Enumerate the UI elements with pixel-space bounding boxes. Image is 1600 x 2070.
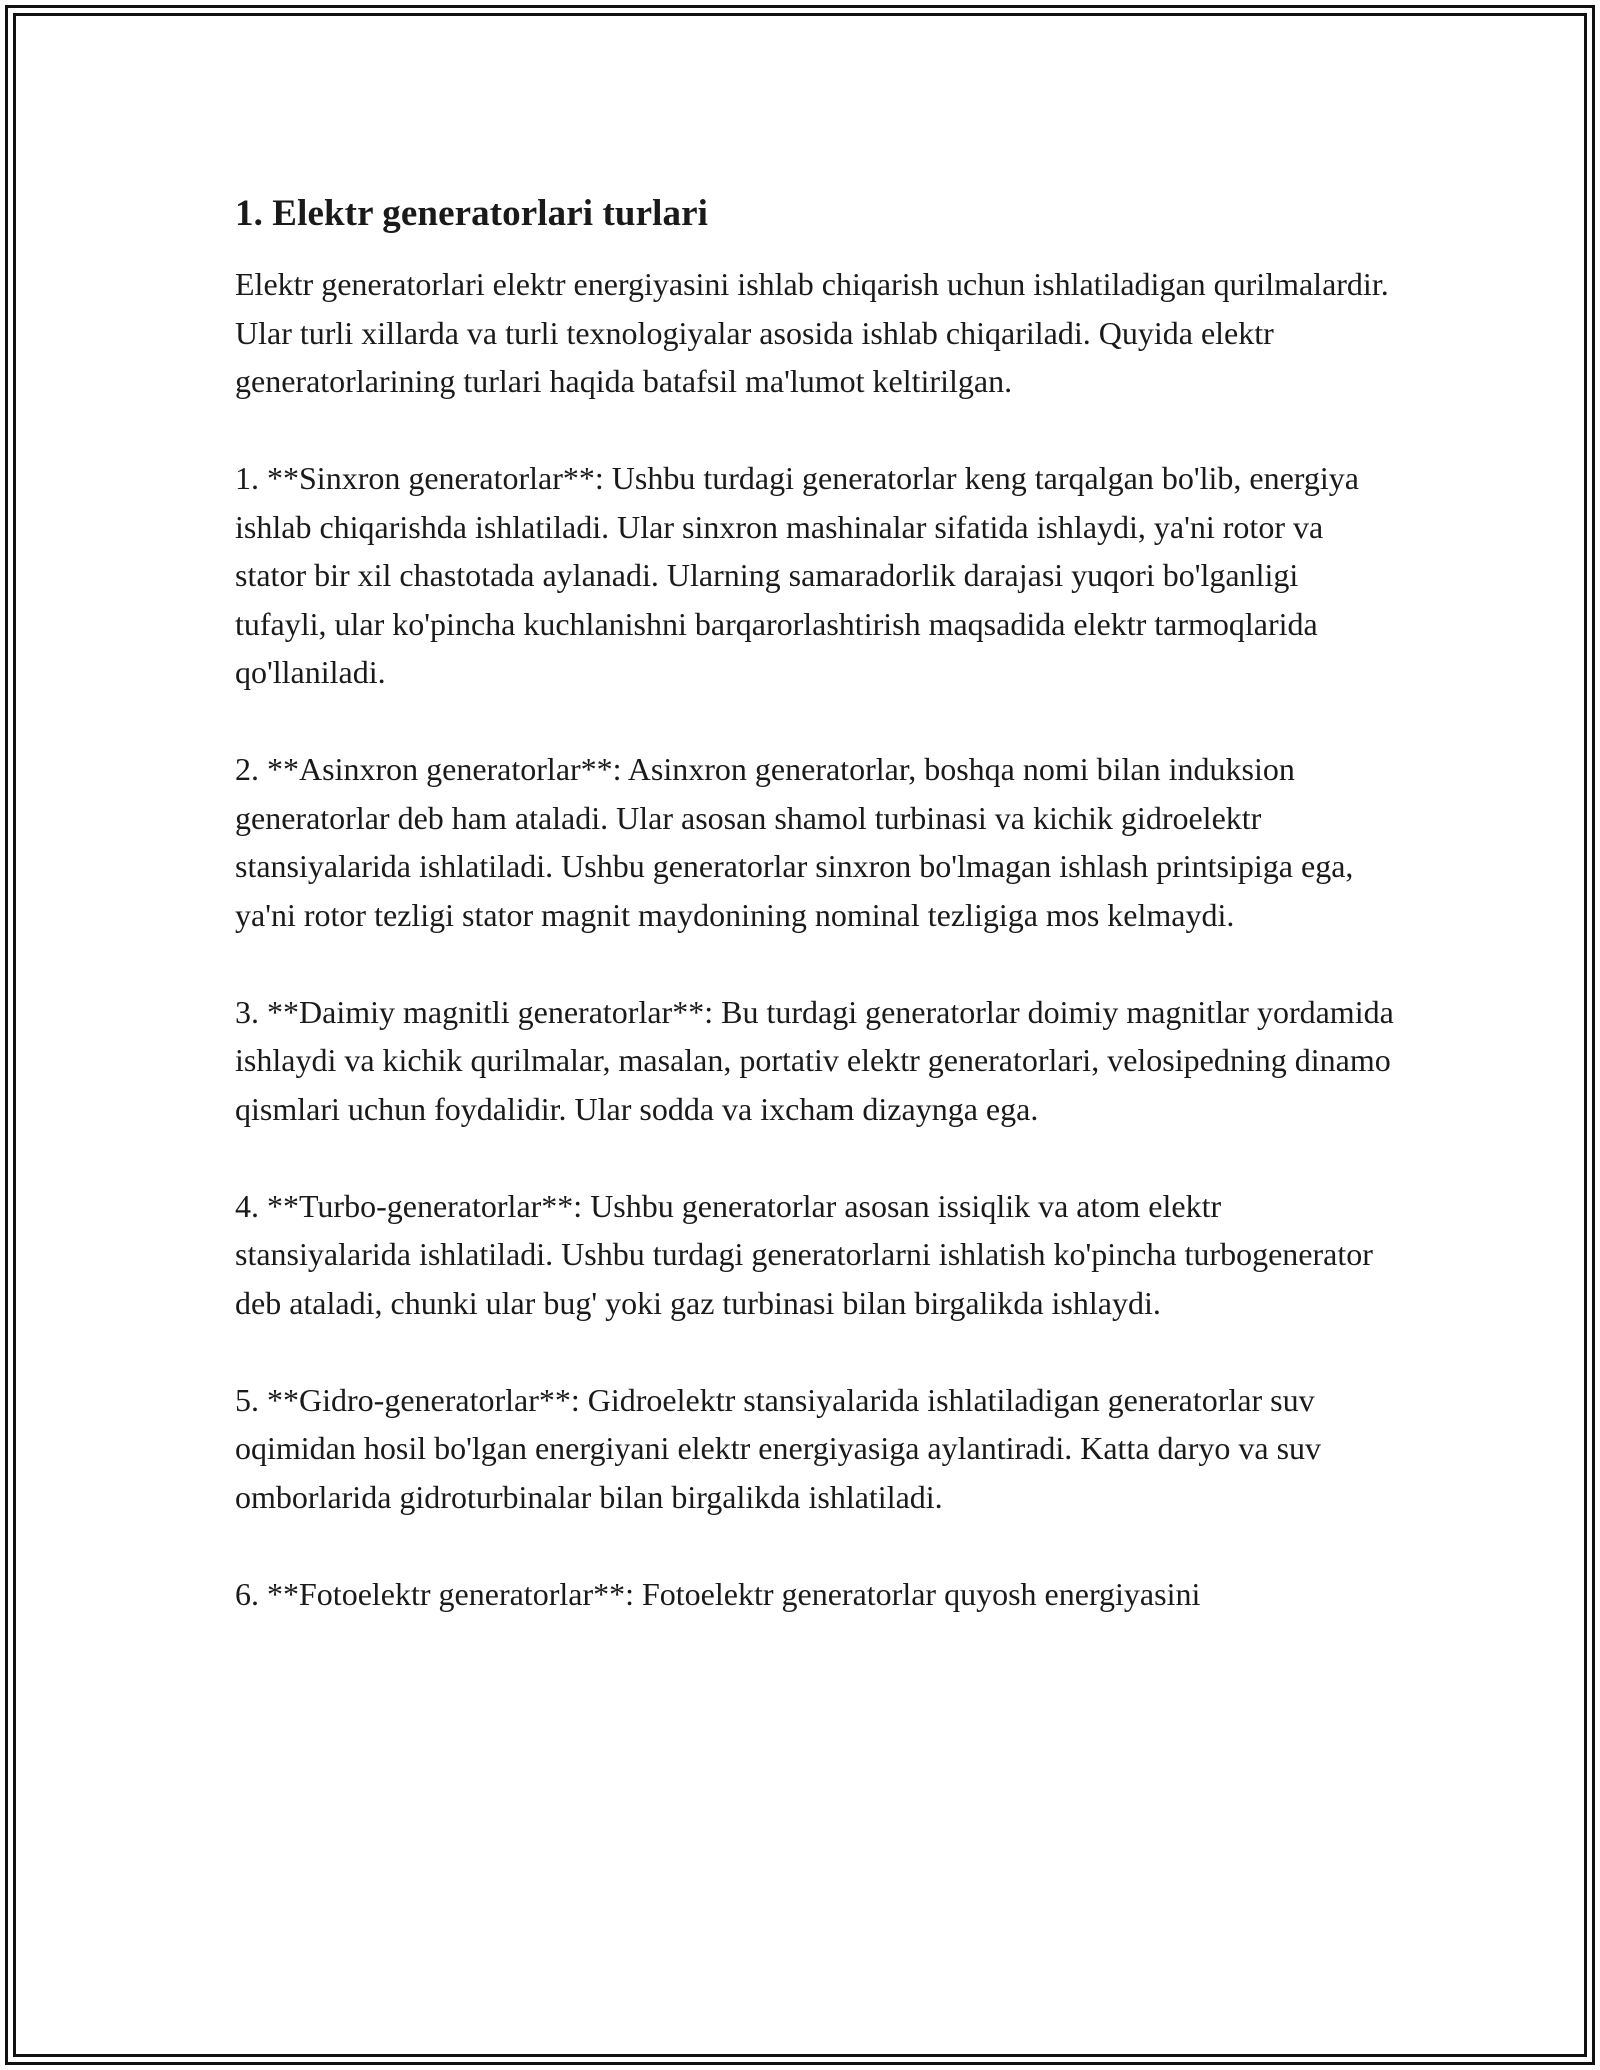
paragraph-turbo-generatorlar: 4. **Turbo-generatorlar**: Ushbu generatorlar asosan issiqlik va atom elektr stansiyalarida ishlatiladi. Ushbu turdagi generatorlarni ishlatish ko'pincha turbogenerator deb ataladi, chunki ular bug' yoki gaz turbinasi bilan birgalikda ishlaydi. [235, 1187, 1373, 1321]
document-body [235, 186, 1395, 1667]
section-heading: 1. Elektr generatorlari turlari [235, 193, 709, 234]
paragraph-daimiy-magnitli-generatorlar: 3. **Daimiy magnitli generatorlar**: Bu turdagi generatorlar doimiy magnitlar yordamida ishlaydi va kichik qurilmalar, masalan, portativ elektr generatorlari, velosipedning dinamo qismlari uchun foydalidir. Ular sodda va ixcham dizaynga ega. [235, 993, 1394, 1127]
paragraph-fotoelektr-generatorlar: 6. **Fotoelektr generatorlar**: Fotoelektr generatorlar quyosh energiyasini [235, 1575, 1201, 1612]
paragraph-gidro-generatorlar: 5. **Gidro-generatorlar**: Gidroelektr stansiyalarida ishlatiladigan generatorlar suv oqimidan hosil bo'lgan energiyani elektr energiyasiga aylantiradi. Katta daryo va suv omborlarida gidroturbinalar bilan birgalikda ishlatiladi. [235, 1381, 1322, 1515]
paragraph-sinxron-generatorlar: 1. **Sinxron generatorlar**: Ushbu turdagi generatorlar keng tarqalgan bo'lib, energiya ishlab chiqarishda ishlatiladi. Ular sinxron mashinalar sifatida ishlaydi, ya'ni rotor va stator bir xil chastotada aylanadi. Ularning samaradorlik darajasi yuqori bo'lganligi tufayli, ular ko'pincha kuchlanishni barqarorlashtirish maqsadida elektr tarmoqlarida qo'llaniladi. [235, 460, 1359, 690]
intro-paragraph: Elektr generatorlari elektr energiyasini ishlab chiqarish uchun ishlatiladigan qurilmalardir. Ular turli xillarda va turli texnologiyalar asosida ishlab chiqariladi. Quyida elektr generatorlarining turlari haqida batafsil ma'lumot keltirilgan. [235, 266, 1389, 399]
paragraph-asinxron-generatorlar: 2. **Asinxron generatorlar**: Asinxron generatorlar, boshqa nomi bilan induksion generatorlar deb ham ataladi. Ular asosan shamol turbinasi va kichik gidroelektr stansiyalarida ishlatiladi. Ushbu generatorlar sinxron bo'lmagan ishlash printsipiga ega, ya'ni rotor tezligi stator magnit maydonining nominal tezligiga mos kelmaydi. [235, 751, 1354, 933]
